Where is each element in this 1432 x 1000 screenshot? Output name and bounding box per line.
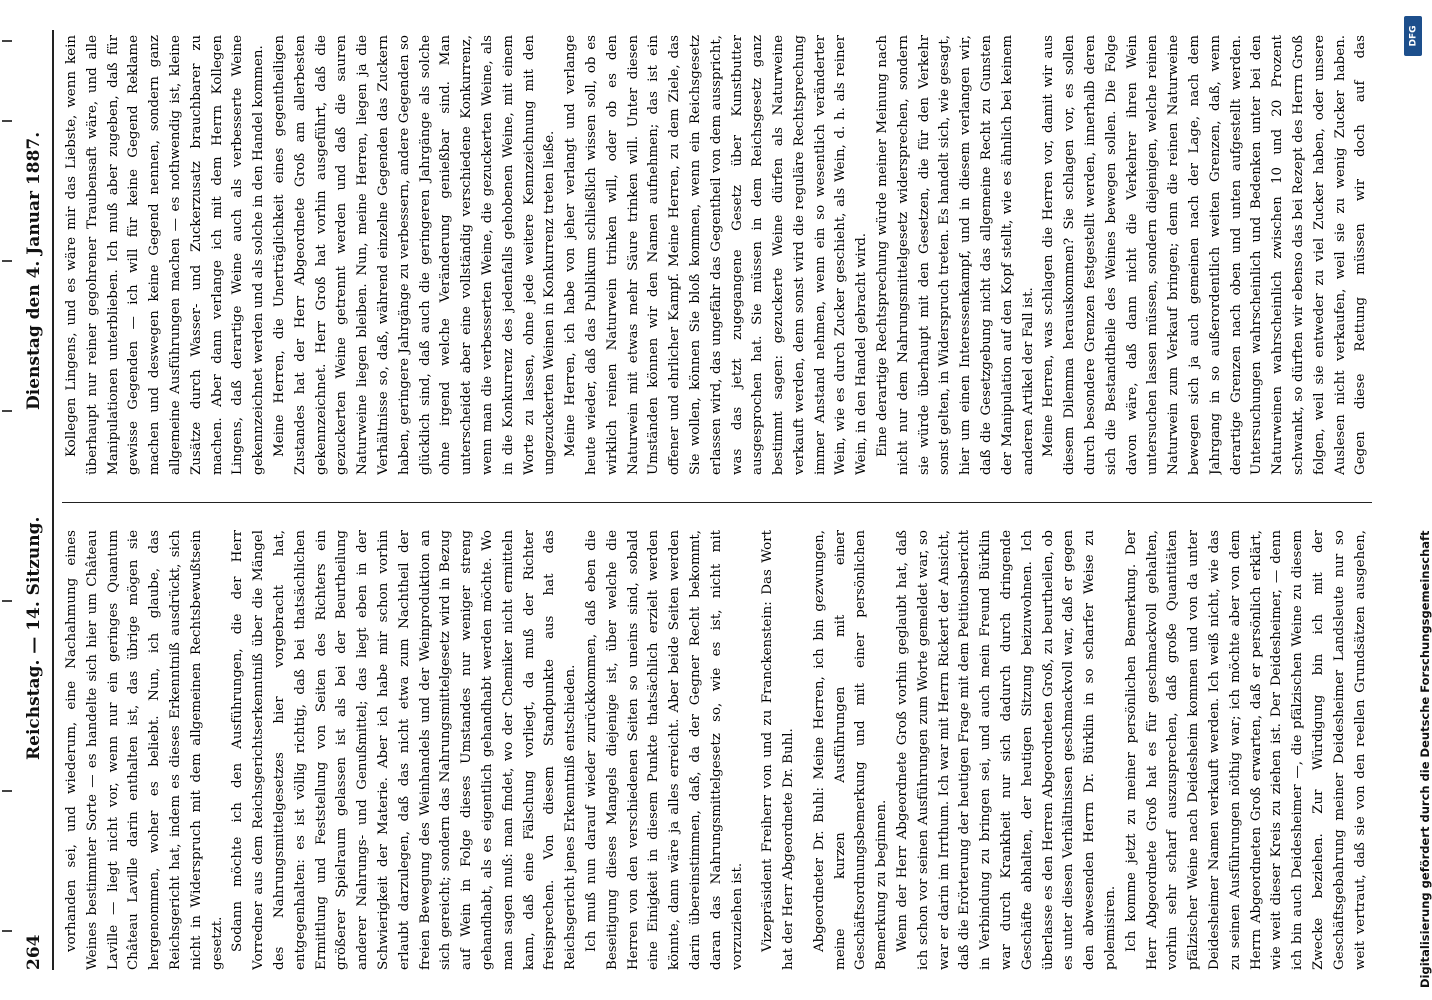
dfg-credit-text: Digitalisierung gefördert durch die Deutsche Forschungsgemeinschaft (1418, 530, 1432, 988)
paragraph: vorhanden sei, und wiederum, eine Nachahmung eines Weines bestimmter Sorte — es handelte sich hier um Château Laville — liegt nicht vor, wenn nur ein geringes Quantum Château Laville darin enthalten ist, das übrige mögen sie hergenommen, woher es beliebt. Nun, ich glaube, das Reichsgericht hat, indem es dieses Erkenntniß ausdrückt, sich nicht in Widerspruch mit dem allgemeinen Rechtsbewußtsein gesetzt. (64, 530, 225, 970)
column-divider (62, 502, 1372, 503)
speaker-paragraph: Abgeordneter Dr. Buhl: Meine Herren, ich bin gezwungen, meine kurzen Ausführungen mit einer Geschäftsordnungsbemerkung und mit einer persönlichen Bemerkung zu beginnen. (811, 530, 890, 970)
header-rule (52, 30, 54, 970)
paragraph: Kollegen Lingens, und es wäre mir das Liebste, wenn kein überhaupt nur reiner gegohrener Traubensaft wäre, und alle Manipulationen unterblieben. Ich muß aber zugeben, daß für gewisse Gegenden — ich will für keine Gegend Reklame machen und deswegen keine Gegend nennen, sondern ganz allgemeine Ausführungen machen — es nothwendig ist, kleine Zusätze durch Wasser- und Zuckerzusatz brauchbarer zu machen. Aber dann verlange ich mit dem Herrn Kollegen Lingens, daß derartige Weine auch als verbesserte Weine gekennzeichnet werden und als solche in den Handel kommen. (64, 35, 267, 475)
speaker-paragraph: Vizepräsident Freiherr von und zu Franckenstein: Das Wort hat der Herr Abgeordnete Dr. Buhl. (760, 530, 797, 970)
running-head (14, 30, 54, 970)
paragraph: Wenn der Herr Abgeordnete Groß vorhin geglaubt hat, daß ich schon vor seinen Ausführungen zum Worte gemeldet war, so war er darin im Irrthum. Ich war mit Herrn Rickert der Ansicht, daß die Erörterung der heutigen Frage mit dem Petitionsbericht in Verbindung zu bringen sei, und auch mein Freund Bürklin war durch Krankheit nur sich dadurch durch dringende Geschäfte abhalten, der heutigen Sitzung beizuwohnen. Ich überlasse es den Herren Abgeordneten Groß, zu beurtheilen, ob es unter diesen Verhältnissen geschmackvoll war, daß er gegen den abwesenden Herrn Dr. Bürklin in so scharfer Weise zu polemisiren. (895, 530, 1119, 970)
session-title: Reichstag. — 14. Sitzung. (24, 516, 44, 760)
paragraph: Meine Herren, was schlagen die Herren vor, damit wir aus diesem Dilemma herauskommen? Sie schlagen vor, es sollen durch besondere Grenzen festgestellt werden, innerhalb deren sich die Bestandtheile des Weines bewegen sollen. Die Folge davon wäre, daß dann nicht die Verkehrer ihren Wein untersuchen lassen müssen, sondern diejenigen, welche reinen Naturwein zum Verkauf bringen; denn die reinen Naturweine bewegen sich ja auch gemeinen nach der Lage, nach dem Jahrgang in so außerordentlich weiten Grenzen, daß, wenn derartige Grenzen nach oben und unten aufgestellt werden. Untersuchungen wahrscheinlich und Bedenken unter bei den Naturweinen wahrscheinlich zwischen 10 und 20 Prozent schwankt, so dürften wir ebenso das bei Rezept des Herrn Groß folgen, weil sie entweder zu viel Zucker haben, oder unsere Auslesen nicht verkaufen, weil sie zu wenig Zucker haben. Gegen diese Rettung müssen wir doch auf das (1041, 35, 1369, 475)
left-column (62, 530, 1372, 970)
dfg-logo (1404, 16, 1422, 56)
dfg-logo-text: DFG (1408, 25, 1419, 47)
paragraph: Meine Herren, die Unerträglichkeit eines gegentheiligen Zustandes hat der Herr Abgeordnete Groß am allerbesten gekennzeichnet. Herr Groß hat vorhin ausgeführt, daß die gezuckerten Weine getrennt werden und daß die sauren Naturweine liegen bleiben. Nun, meine Herren, liegen ja die Verhältnisse so, daß, während einzelne Gegenden das Zuckern haben, geringere Jahrgänge zu verbessern, andere Gegenden so glücklich sind, daß auch die geringeren Jahrgänge als solche ohne irgend welche Veränderung genießbar sind. Man unterscheidet aber eine vollständig verschiedene Konkurrenz, wenn man die verbesserten Weine, die gezuckerten Weine, als in die Konkurrenz des jedenfalls gehobenen Weine, mit einem Worte zu lassen, ohne jede weitere Kennzeichnung mit den ungezuckerten Weinen in Konkurrenz treten ließe. (271, 35, 558, 475)
page-number: 264 (24, 934, 44, 970)
paragraph: Sodann möchte ich den Ausführungen, die der Herr Vorredner aus dem Reichsgerichtserkenntniß über die Mängel des Nahrungsmittelgesetzes hier vorgebracht hat, entgegenhalten: es ist völlig richtig, daß bei thatsächlichen Ermittlung und Feststellung von Seiten des Richters ein größerer Spielraum gelassen ist als bei der Beurtheilung anderer Nahrungs- und Genußmittel; das liegt eben in der Schwierigkeit der Materie. Aber ich habe mir schon vorhin erlaubt darzulegen, daß das nicht etwa zum Nachtheil der freien Bewegung des Weinhandels und der Weinproduktion an sich gereicht; sondern das Nahrungsmittelgesetz wird in Bezug auf Wein in Folge dieses Umstandes nur weniger streng gehandhabt, als es eigentlich gehandhabt werden möchte. Wo man sagen muß: man findet, wo der Chemiker nicht ermitteln kann, daß eine Fälschung vorliegt, da muß der Richter freisprechen. Von diesem Standpunkte aus hat das Reichsgericht jenes Erkenntniß entschieden. (230, 530, 579, 970)
scan-edge-marks (0, 0, 18, 1000)
paragraph: Eine derartige Rechtsprechung würde meiner Meinung nach nicht nur dem Nahrungsmittelgesetz widersprechen, sondern sie würde überhaupt mit den Gesetzen, die für den Verkehr sonst gelten, in Widerspruch treten. Es handelt sich, wie gesagt, hier um einen Interessenkampf, und in diesem verlangen wir, daß die Gesetzgebung nicht das allgemeine Recht zu Gunsten der Manipulation auf den Kopf stellt, wie es ähnlich bei keinem anderen Artikel der Fall ist. (875, 35, 1036, 475)
right-column (62, 35, 1372, 475)
paragraph: Meine Herren, ich habe von jeher verlangt und verlange heute wieder, daß das Publikum schließlich wissen soll, ob es wirklich reinen Naturwein trinken will, oder ob es den Naturwein mit etwas mehr Säure trinken will. Unter diesen Umständen können wir den Namen aufnehmen; das ist ein offener und ehrlicher Kampf. Meine Herren, zu dem Ziele, das Sie wollen, können Sie bloß kommen, wenn ein Reichsgesetz erlassen wird, das ungefähr das Gegentheil von dem ausspricht, was das jetzt zugegangene Gesetz über Kunstbutter ausgesprochen hat. Sie müssen in dem Reichsgesetz ganz bestimmt sagen: gezuckerte Weine dürfen als Naturweine verkauft werden, denn sonst wird die reguläre Rechtsprechung immer Anstand nehmen, wenn ein so wesentlich veränderter Wein, wie es durch Zucker geschieht, als Wein, d. h. als reiner Wein, in den Handel gebracht wird. (563, 35, 870, 475)
session-date: Dienstag den 4. Januar 1887. (24, 131, 44, 410)
paragraph: Ich komme jetzt zu meiner persönlichen Bemerkung. Der Herr Abgeordnete Groß hat es für geschmackvoll gehalten, vorhin sehr scharf auszusprechen, daß große Quantitäten pfälzischer Weine nach Deidesheim kommen und von da unter Deidesheimer Namen verkauft werden. Ich weiß nicht, wie das zu seinen Ausführungen nöthig war; ich möchte aber von dem Herrn Abgeordneten Groß erwarten, daß er persönlich erklärt, wie weit dieser Kreis zu ziehen ist. Der Deidesheimer, — denn ich bin auch Deidesheimer —, die pfälzischen Weine zu diesem Zwecke beziehen. Zur Würdigung bin ich mit der Geschäftsgebahrung meiner Deidesheimer Landsleute nur so weit vertraut, daß sie von den reellen Grundsätzen ausgehen, (1123, 530, 1368, 970)
paragraph: Ich muß nun darauf wieder zurückkommen, daß eben die Beseitigung dieses Mangels diejenige ist, über welche die Herren von den verschiedenen Seiten so uneins sind, sobald eine Einigkeit in diesem Punkte thatsächlich erzielt werden könnte, dann wäre ja alles erreicht. Aber beide Seiten werden darin übereinstimmen, daß, da der Gegner Recht bekommt, daran das Nahrungsmittelgesetz so, wie es ist, nicht mit vorzuziehen ist. (583, 530, 745, 970)
